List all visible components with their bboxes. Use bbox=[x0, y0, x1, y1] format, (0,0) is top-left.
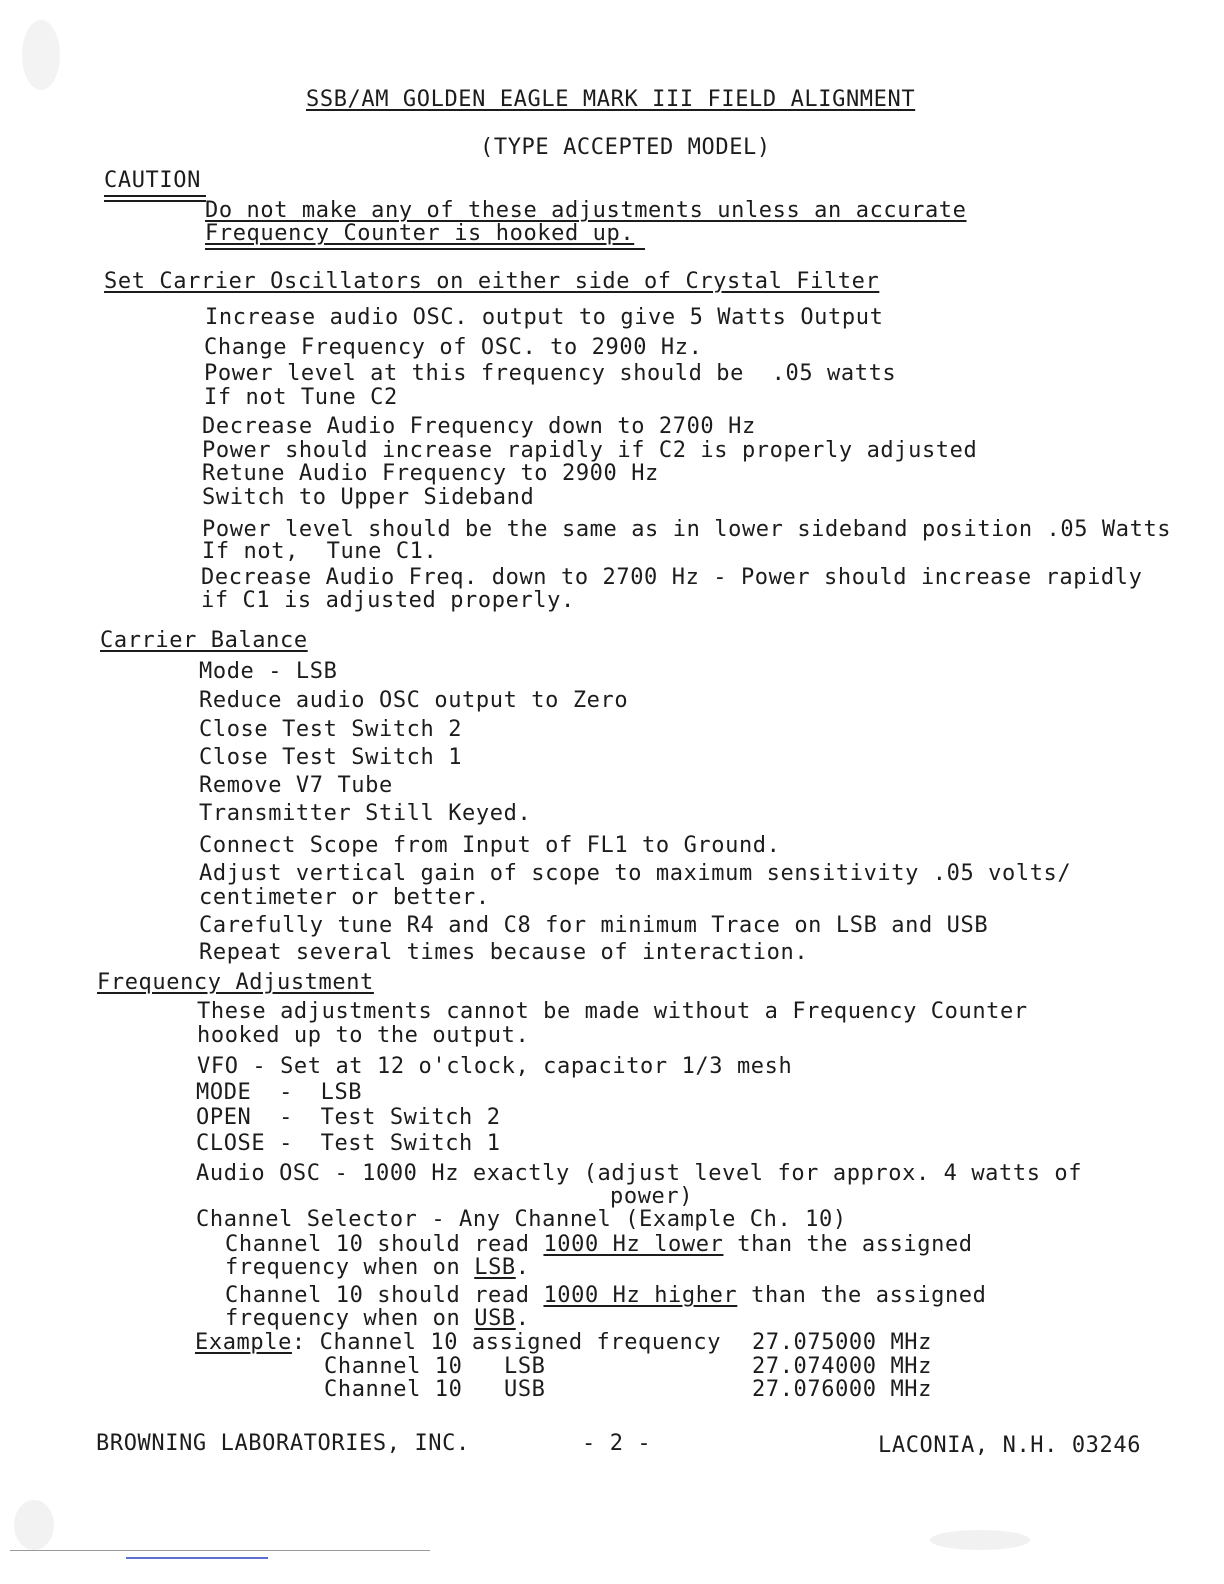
section-heading-carrier-balance: Carrier Balance bbox=[100, 628, 308, 653]
scan-speck bbox=[22, 20, 60, 90]
example-row bbox=[195, 1331, 721, 1355]
example-row-value: 27.076000 MHz bbox=[752, 1377, 932, 1402]
balance-line: Carefully tune R4 and C8 for minimum Trace on LSB and USB bbox=[199, 913, 989, 938]
usb-mode: USB bbox=[474, 1306, 516, 1331]
freq-line: CLOSE - Test Switch 1 bbox=[196, 1131, 501, 1156]
freq-line: Channel Selector - Any Channel (Example Ch. 10) bbox=[196, 1207, 847, 1232]
usb-text-2b: . bbox=[515, 1306, 530, 1331]
osc-line: If not Tune C2 bbox=[204, 385, 398, 410]
example-label: Example bbox=[195, 1330, 292, 1355]
scan-blue-line bbox=[126, 1557, 268, 1559]
osc-line: Decrease Audio Frequency down to 2700 Hz bbox=[202, 414, 756, 439]
usb-text-2a: frequency when on bbox=[225, 1306, 475, 1331]
osc-line: Power level at this frequency should be .05 watts bbox=[204, 361, 897, 386]
example-row-value: 27.075000 MHz bbox=[752, 1330, 932, 1355]
balance-line: Adjust vertical gain of scope to maximum sensitivity .05 volts/ bbox=[199, 861, 1072, 886]
osc-line: If not, Tune C1. bbox=[202, 539, 438, 564]
example-row-value: 27.074000 MHz bbox=[752, 1354, 932, 1379]
usb-instruction bbox=[225, 1284, 987, 1308]
lsb-mode: LSB bbox=[474, 1255, 516, 1280]
scan-speck bbox=[14, 1500, 54, 1550]
balance-line: Close Test Switch 1 bbox=[199, 745, 463, 770]
lsb-text-2a: frequency when on bbox=[225, 1255, 475, 1280]
caution-underline bbox=[104, 195, 206, 197]
freq-line: VFO - Set at 12 o'clock, capacitor 1/3 mesh bbox=[197, 1054, 793, 1079]
caution-underline-2 bbox=[104, 200, 206, 202]
example-row-label: : Channel 10 assigned frequency bbox=[291, 1330, 722, 1355]
lsb-instruction bbox=[225, 1233, 973, 1257]
caution-line-2-underline bbox=[205, 248, 645, 250]
section-heading-carrier-oscillators: Set Carrier Oscillators on either side of Crystal Filter bbox=[104, 269, 880, 294]
example-row-label: Channel 10 USB bbox=[324, 1377, 546, 1402]
footer-company: BROWNING LABORATORIES, INC. bbox=[96, 1431, 470, 1456]
usb-instruction-2 bbox=[225, 1307, 530, 1331]
lsb-emphasis: 1000 Hz lower bbox=[543, 1232, 724, 1257]
osc-line: Retune Audio Frequency to 2900 Hz bbox=[202, 461, 659, 486]
osc-line: Increase audio OSC. output to give 5 Watts Output bbox=[205, 305, 884, 330]
lsb-instruction-2 bbox=[225, 1256, 530, 1280]
freq-line: MODE - LSB bbox=[196, 1080, 363, 1105]
osc-line: Power level should be the same as in lower sideband position .05 Watts bbox=[202, 517, 1172, 542]
usb-emphasis: 1000 Hz higher bbox=[543, 1283, 738, 1308]
caution-heading: CAUTION bbox=[104, 168, 201, 193]
usb-text-a: Channel 10 should read bbox=[225, 1283, 544, 1308]
lsb-text-b: than the assigned bbox=[723, 1232, 973, 1257]
footer-page-number: - 2 - bbox=[582, 1431, 652, 1456]
footer-location: LACONIA, N.H. 03246 bbox=[878, 1433, 1142, 1458]
osc-line: if C1 is adjusted properly. bbox=[201, 588, 575, 613]
usb-text-b: than the assigned bbox=[737, 1283, 987, 1308]
balance-line: centimeter or better. bbox=[199, 885, 490, 910]
freq-line: OPEN - Test Switch 2 bbox=[196, 1105, 501, 1130]
scan-speck bbox=[930, 1530, 1030, 1550]
balance-line: Repeat several times because of interaction. bbox=[199, 940, 809, 965]
section-heading-frequency-adjustment: Frequency Adjustment bbox=[97, 970, 374, 995]
freq-line: hooked up to the output. bbox=[197, 1023, 530, 1048]
page-subtitle: (TYPE ACCEPTED MODEL) bbox=[480, 135, 771, 160]
balance-line: Mode - LSB bbox=[199, 659, 338, 684]
page-title: SSB/AM GOLDEN EAGLE MARK III FIELD ALIGNMENT bbox=[306, 87, 916, 112]
osc-line: Change Frequency of OSC. to 2900 Hz. bbox=[204, 335, 703, 360]
caution-line-1: Do not make any of these adjustments unless an accurate bbox=[205, 198, 967, 223]
osc-line: Decrease Audio Freq. down to 2700 Hz - Power should increase rapidly bbox=[201, 565, 1143, 590]
freq-line: These adjustments cannot be made without a Frequency Counter bbox=[197, 999, 1028, 1024]
freq-line: Audio OSC - 1000 Hz exactly (adjust level for approx. 4 watts of bbox=[196, 1161, 1083, 1186]
freq-line: power) bbox=[610, 1184, 694, 1209]
caution-line-2: Frequency Counter is hooked up. bbox=[205, 221, 635, 246]
lsb-text-2b: . bbox=[515, 1255, 530, 1280]
balance-line: Connect Scope from Input of FL1 to Ground. bbox=[199, 833, 781, 858]
osc-line: Power should increase rapidly if C2 is properly adjusted bbox=[202, 438, 978, 463]
balance-line: Close Test Switch 2 bbox=[199, 717, 463, 742]
balance-line: Transmitter Still Keyed. bbox=[199, 801, 532, 826]
osc-line: Switch to Upper Sideband bbox=[202, 485, 535, 510]
balance-line: Reduce audio OSC output to Zero bbox=[199, 688, 629, 713]
lsb-text-a: Channel 10 should read bbox=[225, 1232, 544, 1257]
example-row-label: Channel 10 LSB bbox=[324, 1354, 546, 1379]
scan-edge-line bbox=[10, 1550, 430, 1551]
balance-line: Remove V7 Tube bbox=[199, 773, 393, 798]
